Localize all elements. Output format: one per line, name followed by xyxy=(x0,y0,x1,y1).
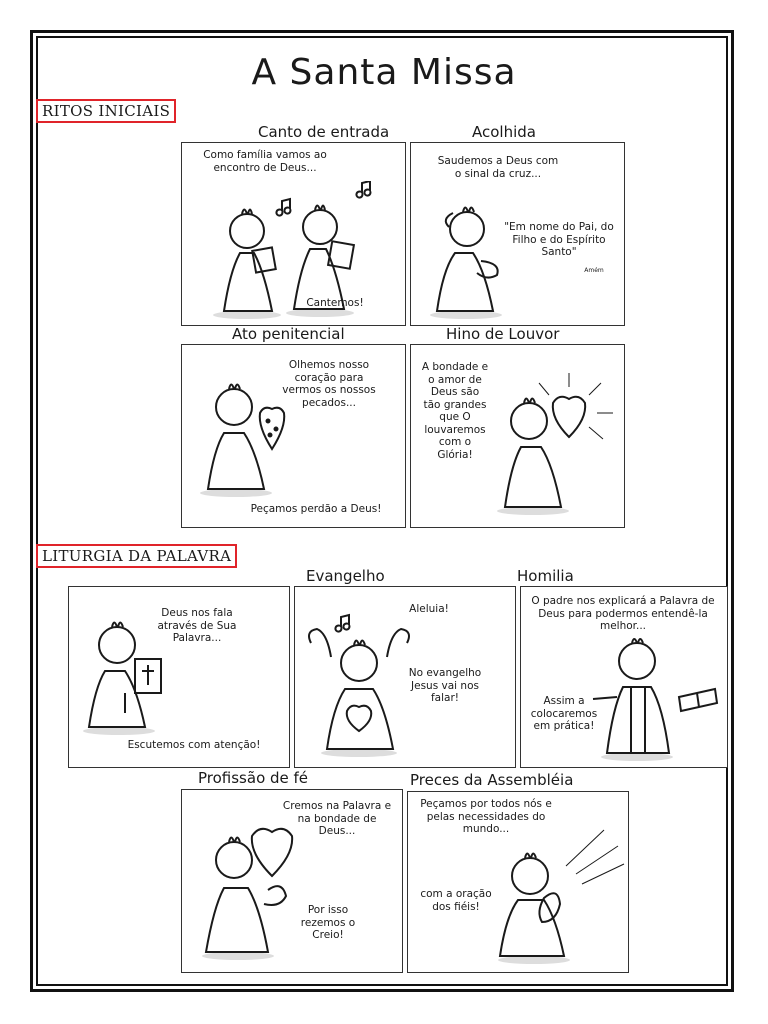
panel-hino-de-louvor xyxy=(410,344,625,528)
preces-text-oracao: com a oração dos fiéis! xyxy=(420,888,492,913)
profissao-text: Cremos na Palavra e na bondade de Deus... xyxy=(282,800,392,837)
hino-text: A bondade e o amor de Deus são tão grandes que O louvaremos com o Glória! xyxy=(421,361,489,461)
canto-text: Como família vamos ao encontro de Deus... xyxy=(203,149,327,174)
page-title: A Santa Missa xyxy=(251,52,517,93)
panel-preces-da-assembleia xyxy=(407,791,629,973)
panel-title-profissao: Profissão de fé xyxy=(198,769,309,787)
acolhida-amem: Amém xyxy=(584,267,604,274)
homilia-text-pratica: Assim a colocaremos em prática! xyxy=(530,695,598,732)
deusfala-text: Deus nos fala através de Sua Palavra... xyxy=(157,607,237,644)
joyful-praise-illustration xyxy=(301,607,421,759)
sign-of-cross-illustration xyxy=(421,191,511,321)
panel-ato-penitencial xyxy=(181,344,406,528)
acolhida-text: Saudemos a Deus com o sinal da cruz... xyxy=(437,155,559,180)
canto-text-cantemos: Cantemos! xyxy=(306,297,364,309)
panel-title-hino: Hino de Louvor xyxy=(446,325,560,343)
panel-profissao-de-fe xyxy=(181,789,403,973)
panel-title-canto: Canto de entrada xyxy=(258,123,390,141)
praying-illustration xyxy=(486,826,626,966)
panel-title-evangelho: Evangelho xyxy=(306,567,385,585)
preces-text: Peçamos por todos nós e pelas necessidades do mundo... xyxy=(420,798,552,835)
acolhida-quote: "Em nome do Pai, do Filho e do Espírito Santo" xyxy=(504,221,614,258)
panel-deus-nos-fala xyxy=(68,586,290,768)
ato-text-perdao: Peçamos perdão a Deus! xyxy=(250,503,382,515)
creed-illustration xyxy=(196,816,300,962)
panel-homilia xyxy=(520,586,728,768)
panel-title-ato: Ato penitencial xyxy=(232,325,345,343)
profissao-text-creio: Por isso rezemos o Creio! xyxy=(300,904,356,941)
priest-illustration xyxy=(587,637,727,763)
bible-reader-illustration xyxy=(79,613,189,737)
deusfala-text-escutemos: Escutemos com atenção! xyxy=(127,739,261,751)
section-liturgia-da-palavra: LITURGIA DA PALAVRA xyxy=(36,544,237,568)
heart-holding-illustration xyxy=(194,369,304,499)
panel-canto-de-entrada xyxy=(181,142,406,326)
radiant-heart-illustration xyxy=(493,367,621,517)
panel-title-preces: Preces da Assembléia xyxy=(410,771,574,789)
panel-acolhida xyxy=(410,142,625,326)
evangelho-aleluia: Aleluia! xyxy=(409,603,449,615)
evangelho-text: No evangelho Jesus vai nos falar! xyxy=(408,667,482,704)
panel-evangelho xyxy=(294,586,516,768)
section-ritos-iniciais: RITOS INICIAIS xyxy=(36,99,176,123)
panel-title-acolhida: Acolhida xyxy=(472,123,536,141)
homilia-text: O padre nos explicará a Palavra de Deus para podermos entendê-la melhor... xyxy=(531,595,715,632)
ato-text: Olhemos nosso coração para vermos os nossos pecados... xyxy=(282,359,376,409)
panel-title-homilia: Homilia xyxy=(517,567,574,585)
